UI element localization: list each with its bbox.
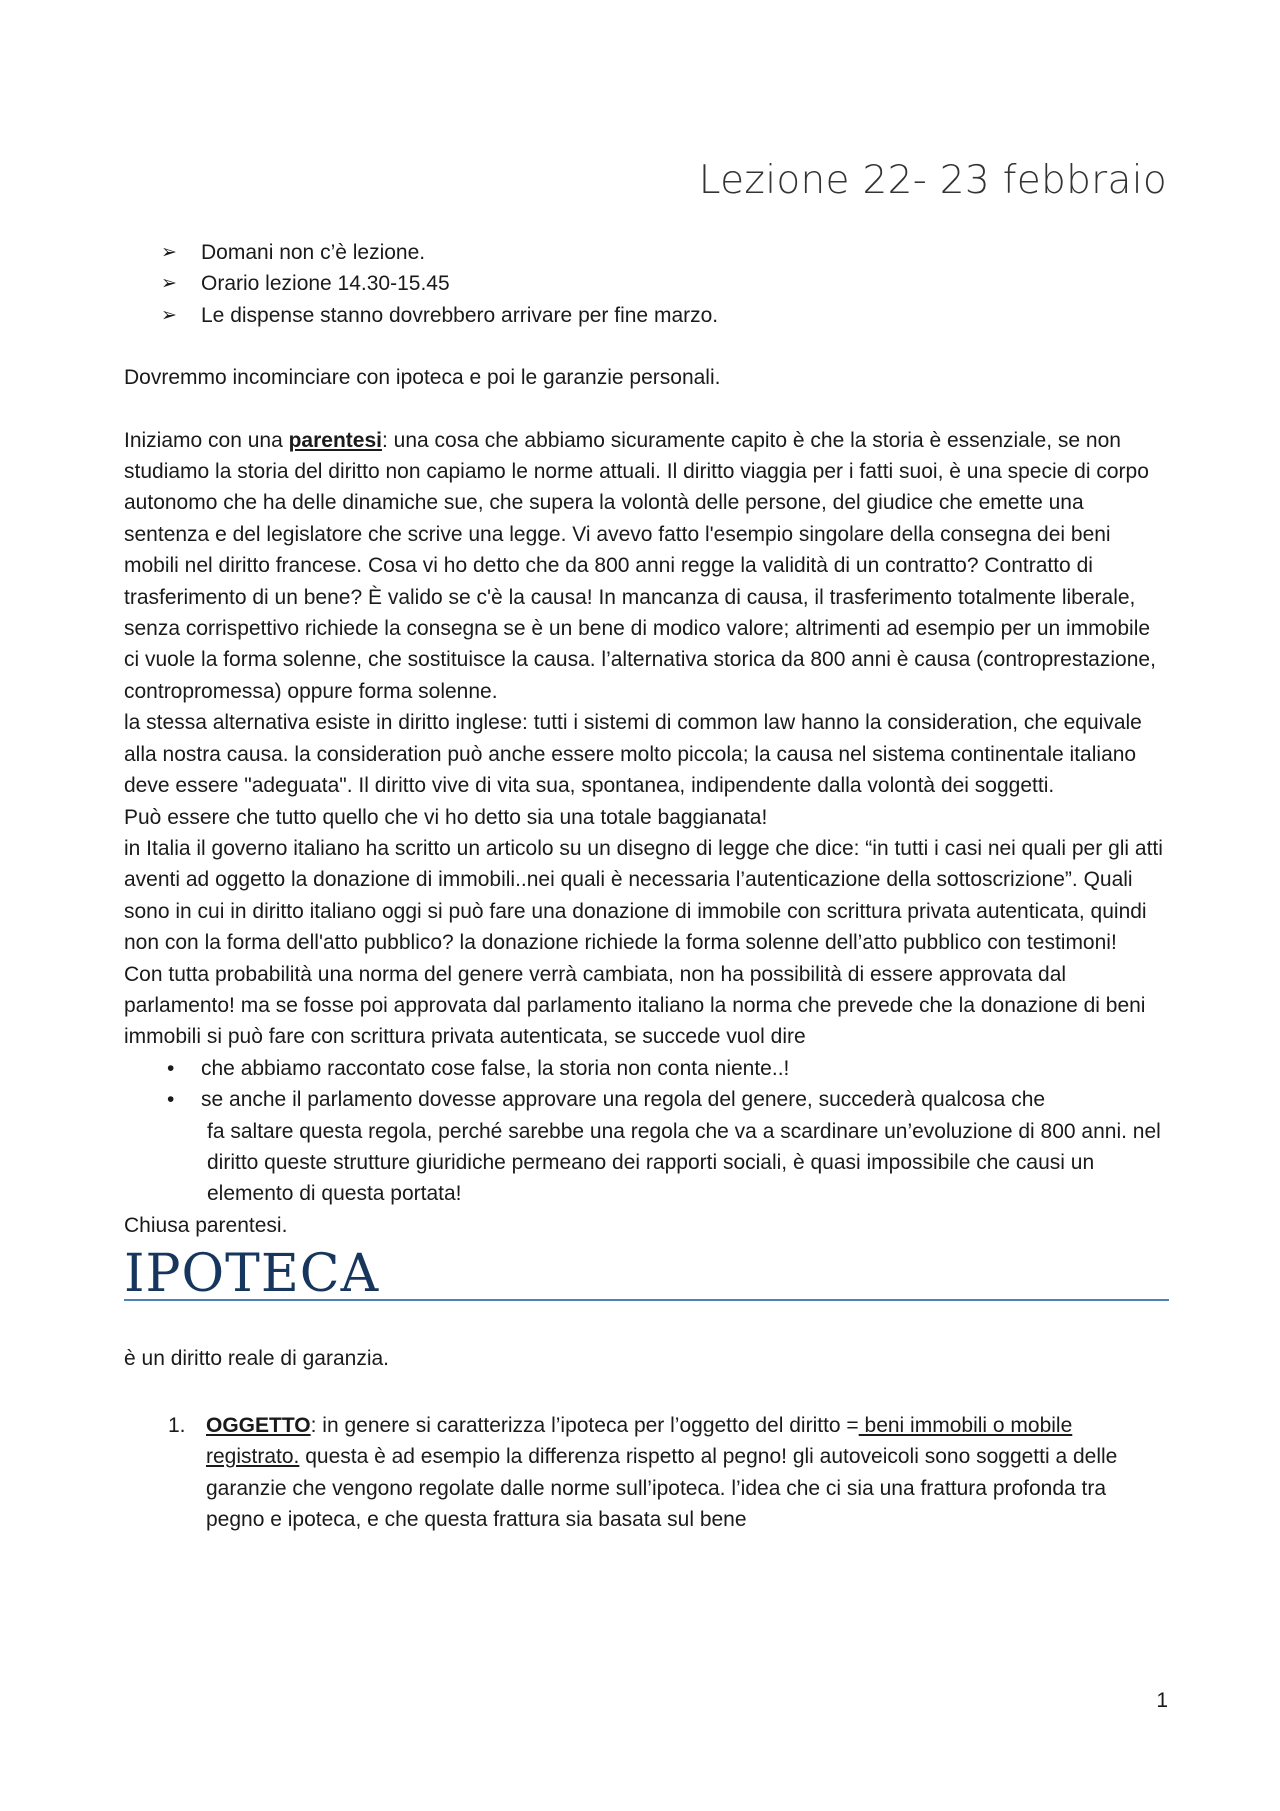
list-item: 1. OGGETTO: in genere si caratterizza l’ipoteca per l’oggetto del diritto = beni immobili o mobile registrato. questa è ad esempio la differenza rispetto al pegno! gli autoveicoli sono soggetti a delle garanzie che vengono regolate dalle norme sull’ipoteca. l’idea che ci sia una frattura profonda tra pegno e ipoteca, e che questa frattura sia basata sul bene: [124, 1410, 1164, 1536]
paragraph: Con tutta probabilità una norma del genere verrà cambiata, non ha possibilità di essere approvata dal parlamento! ma se fosse poi approvata dal parlamento italiano la norma che prevede che la donazione di beni immobili si può fare con scrittura privata autenticata, se succede vuol dire: [124, 962, 1146, 1049]
list-item: ➢ Le dispense stanno dovrebbero arrivare per fine marzo.: [124, 300, 1164, 331]
intro-paragraph: Dovremmo incominciare con ipoteca e poi le garanzie personali.: [124, 366, 721, 390]
bullet-list: [124, 1053, 1164, 1210]
notes-list: [124, 237, 1164, 331]
bullet-icon: •: [167, 1088, 175, 1112]
arrow-bullet-icon: ➢: [161, 273, 177, 295]
bullet-icon: •: [167, 1056, 175, 1080]
paragraph: in Italia il governo italiano ha scritto un articolo su un disegno di legge che dice: “in tutti i casi nei quali per gli atti aventi ad oggetto la donazione di immobili..nei quali è necessaria l’autenticazione della sottoscrizione”. Quali sono in cui in diritto italiano oggi si può fare una donazione di immobile con scrittura privata autenticata, quindi non con la forma dell'atto pubblico? la donazione richiede la forma solenne dell’atto pubblico con testimoni!: [124, 836, 1163, 955]
numbered-list: [124, 1410, 1164, 1536]
list-item: • che abbiamo raccontato cose false, la storia non conta niente..!: [124, 1053, 1164, 1084]
parentesi-keyword: parentesi: [288, 428, 382, 452]
section-heading: IPOTECA: [124, 1259, 1169, 1300]
paragraph: la stessa alternativa esiste in diritto inglese: tutti i sistemi di common law hanno la consideration, che equivale alla nostra causa. la consideration può anche essere molto piccola; la causa nel sistema continentale italiano deve essere "adeguata". Il diritto vive di vita sua, spontanea, indipendente dalla volontà dei soggetti.: [124, 711, 1142, 798]
paragraph: Può essere che tutto quello che vi ho detto sia una totale baggianata!: [124, 805, 768, 829]
oggetto-keyword: OGGETTO: [206, 1414, 311, 1437]
underlined-phrase: beni immobili o mobile registrato.: [206, 1414, 1073, 1469]
list-item: ➢ Orario lezione 14.30-15.45: [124, 268, 1164, 299]
definition-paragraph: è un diritto reale di garanzia.: [124, 1346, 389, 1370]
parentesi-paragraph: Iniziamo con una parentesi: una cosa che abbiamo sicuramente capito è che la storia è essenziale, se non studiamo la storia del diritto non capiamo le norme attuali. Il diritto viaggia per i fatti suoi, è una specie di corpo autonomo che ha delle dinamiche sue, che supera la volontà delle persone, del giudice che emette una sentenza e del legislatore che scrive una legge. Vi avevo fatto l'esempio singolare della consegna dei beni mobili nel diritto francese. Cosa vi ho detto che da 800 anni regge la validità di un contratto? Contratto di trasferimento di un bene? È valido se c'è la causa! In mancanza di causa, il trasferimento totalmente liberale, senza corrispettivo richiede la consegna se è un bene di modico valore; altrimenti ad esempio per un immobile ci vuole la forma solenne, che sostituisce la causa. l’alternativa storica da 800 anni è causa (controprestazione, contropromessa) oppure forma solenne.: [124, 428, 1156, 703]
list-item: ➢ Domani non c’è lezione.: [124, 237, 1164, 268]
list-item: • se anche il parlamento dovesse approvare una regola del genere, succederà qualcosa che fa saltare questa regola, perché sarebbe una regola che va a scardinare un’evoluzione di 800 anni. nel diritto queste strutture giuridiche permeano dei rapporti sociali, è quasi impossibile che causi un elemento di questa portata!: [124, 1084, 1164, 1210]
document-body: [124, 237, 1164, 1536]
page-number: 1: [1156, 1689, 1168, 1712]
arrow-bullet-icon: ➢: [161, 242, 177, 263]
closing-paragraph: Chiusa parentesi.: [124, 1213, 288, 1237]
item-number: 1.: [168, 1414, 186, 1437]
lecture-title: Lezione 22- 23 febbraio: [698, 158, 1167, 203]
arrow-bullet-icon: ➢: [161, 304, 177, 326]
